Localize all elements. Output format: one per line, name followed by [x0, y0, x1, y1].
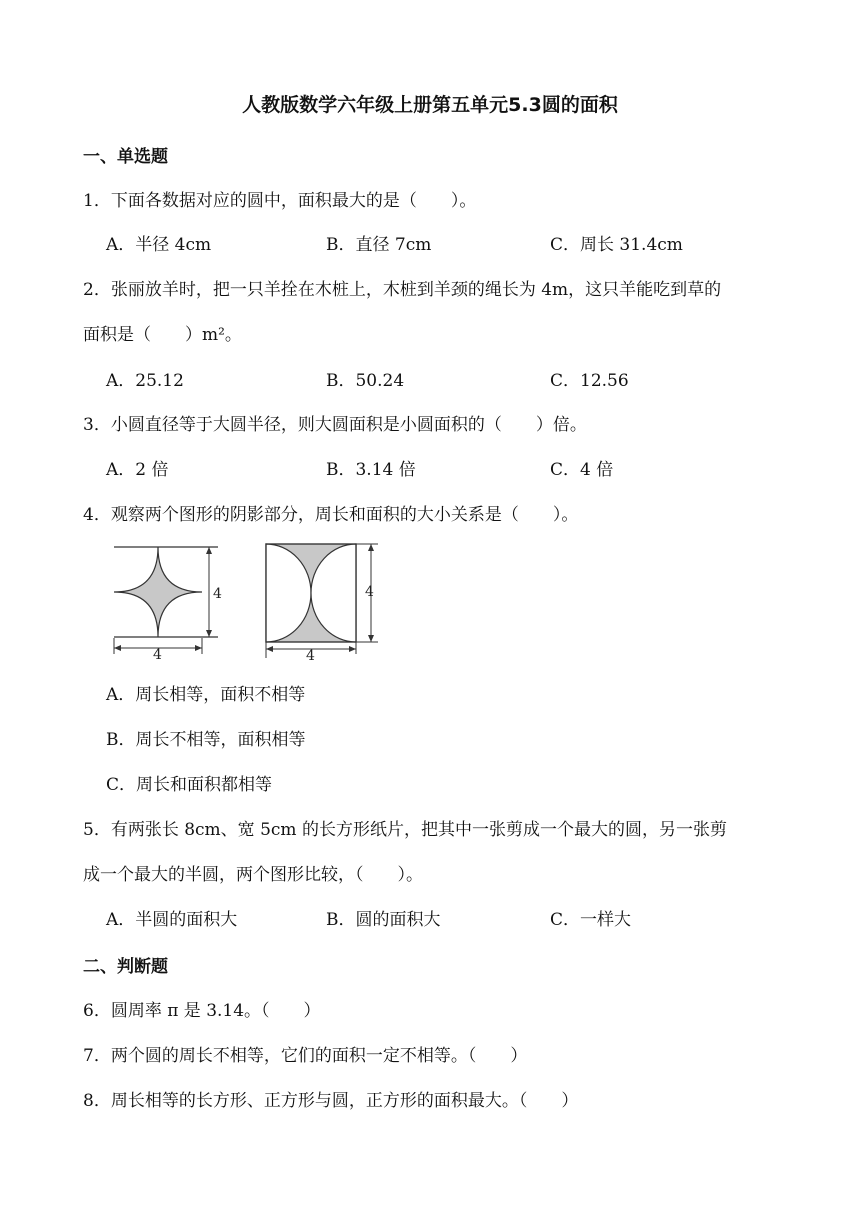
question-2-option-c: C．12.56 — [550, 371, 629, 391]
figure-1-star-shape — [114, 547, 222, 663]
question-4: 4．观察两个图形的阴影部分，周长和面积的大小关系是（ ）。 — [83, 505, 579, 525]
page-title: 人教版数学六年级上册第五单元5.3圆的面积 — [242, 94, 618, 116]
section-heading-single-choice: 一、单选题 — [83, 147, 168, 167]
question-2-line-2: 面积是（ ）m²。 — [83, 325, 242, 345]
figure-2-hourglass-shape — [266, 544, 378, 664]
question-1-option-c: C．周长 31.4cm — [550, 235, 683, 255]
question-5-line-1: 5．有两张长 8cm、宽 5cm 的长方形纸片，把其中一张剪成一个最大的圆，另一张剪 — [83, 820, 727, 840]
question-1-option-a: A．半径 4cm — [106, 235, 212, 255]
question-5-line-2: 成一个最大的半圆，两个图形比较，（ ）。 — [83, 865, 423, 885]
figure-2-height-label: 4 — [365, 584, 374, 600]
figure-1-width-label: 4 — [153, 647, 162, 663]
question-7: 7．两个圆的周长不相等，它们的面积一定不相等。（ ） — [83, 1046, 528, 1066]
question-2-option-a: A．25.12 — [106, 371, 184, 391]
question-8: 8．周长相等的长方形、正方形与圆，正方形的面积最大。（ ） — [83, 1091, 579, 1111]
section-heading-true-false: 二、判断题 — [83, 957, 168, 977]
question-1: 1．下面各数据对应的圆中，面积最大的是（ ）。 — [83, 191, 477, 211]
question-4-option-a: A．周长相等，面积不相等 — [106, 685, 306, 705]
question-5-option-b: B．圆的面积大 — [326, 910, 441, 930]
figure-1-height-label: 4 — [213, 586, 222, 602]
question-1-option-b: B．直径 7cm — [326, 235, 432, 255]
question-4-option-c: C．周长和面积都相等 — [106, 775, 273, 795]
question-3-option-a: A．2 倍 — [106, 460, 169, 480]
question-4-option-b: B．周长不相等，面积相等 — [106, 730, 306, 750]
question-2-line-1: 2．张丽放羊时，把一只羊拴在木桩上，木桩到羊颈的绳长为 4m，这只羊能吃到草的 — [83, 280, 722, 300]
question-5-option-c: C．一样大 — [550, 910, 632, 930]
question-6: 6．圆周率 π 是 3.14。（ ） — [83, 1001, 321, 1021]
question-3: 3．小圆直径等于大圆半径，则大圆面积是小圆面积的（ ）倍。 — [83, 415, 587, 435]
question-3-option-c: C．4 倍 — [550, 460, 614, 480]
question-4-figures — [106, 538, 396, 664]
question-2-option-b: B．50.24 — [326, 371, 405, 391]
figure-2-width-label: 4 — [306, 648, 315, 664]
question-3-option-b: B．3.14 倍 — [326, 460, 416, 480]
question-5-option-a: A．半圆的面积大 — [106, 910, 238, 930]
